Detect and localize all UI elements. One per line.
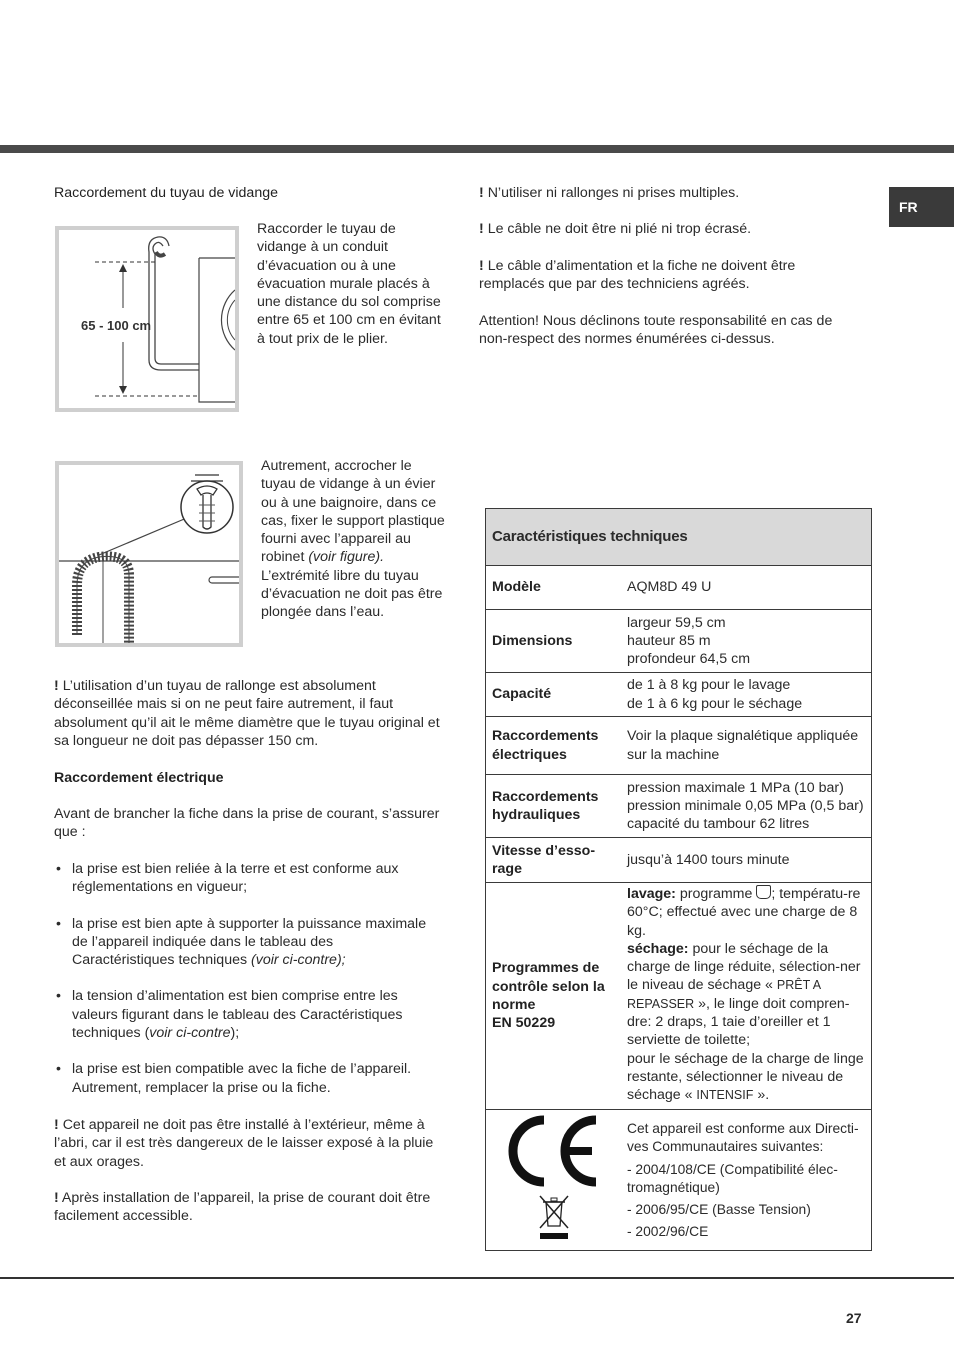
table-row (486, 673, 871, 717)
dimensions-label: Dimensions (492, 632, 573, 649)
hydraulic-label: Raccordements hydrauliques (492, 788, 599, 823)
ce-cell (486, 1110, 621, 1250)
test-programs-value: lavage: programme ; températu-re 60°C; effectué avec une charge de 8 kg. séchage: pour le séchage de la charge de linge réduite, sélection-ner le niveau de séchage « PRÊT A REPASSER », le linge doit compren-dre: 2 draps, 1 taie d’oreiller et 1 serviette de toilette; pour le séchage de la charge de linge restante, sélectionner le niveau de séchage « INTENSIF ». (627, 886, 864, 1104)
electrical-value: Voir la plaque signalétique appliquée sur la machine (627, 728, 859, 763)
table-row (486, 566, 871, 610)
cotton-program-icon (756, 885, 771, 899)
model-value: AQM8D 49 U (627, 579, 712, 596)
specs-table (485, 508, 872, 1251)
ce-conformity: Cet appareil est conforme aux Directi-ves Communautaires suivantes: - 2004/108/CE (Compatibilité élec-tromagnétique) - 2006/95/CE (Basse Tension) - 2002/96/CE (627, 1121, 859, 1240)
electric-heading: Raccordement électrique (54, 770, 224, 786)
height-range-label: 65 - 100 cm (81, 318, 152, 333)
drain-wall-text: Raccorder le tuyau de vidange à un conduit d’évacuation ou à une évacuation murale placés à une distance du sol comprise entre 65 et 100 cm en évitant à tout prix de le plier. (257, 221, 441, 347)
capacity-label: Capacité (492, 686, 552, 703)
spin-speed-value: jusqu’à 1400 tours minute (627, 851, 790, 868)
table-row (486, 838, 871, 883)
table-row (486, 610, 871, 673)
attention-note: Attention! Nous déclinons toute responsabilité en cas de non-respect des normes énumérées ci-dessus. (479, 313, 833, 348)
access-warning: ! Après installation de l’appareil, la prise de courant doit être facilement accessible. (54, 1190, 431, 1225)
warning-cable-replace: ! Le câble d’alimentation et la fiche ne doivent être remplacés que par des techniciens agréés. (479, 258, 796, 293)
drain-sink-figure (55, 461, 243, 647)
table-row (486, 775, 871, 838)
top-rule (0, 145, 954, 153)
capacity-value: de 1 à 8 kg pour le lavage de 1 à 6 kg pour le séchage (627, 677, 803, 712)
list-item: • la prise est bien apte à supporter la puissance maximale de l’appareil indiquée dans le tableau des Caractéristiques techniques (voir ci-contre); (54, 915, 432, 970)
warning-no-extension: ! N’utiliser ni rallonges ni prises multiples. (479, 185, 740, 201)
hydraulic-value: pression maximale 1 MPa (10 bar) pression minimale 0,05 MPa (0,5 bar) capacité du tambour 62 litres (627, 779, 864, 833)
drain-sink-illustration (59, 465, 239, 643)
spin-speed-label: Vitesse d’esso-rage (492, 842, 596, 877)
table-row (486, 1110, 871, 1250)
ce-mark-icon (504, 1114, 604, 1188)
page-number: 27 (846, 1310, 862, 1326)
list-item: • la prise est bien compatible avec la fiche de l’appareil. Autrement, remplacer la prise ou la fiche. (54, 1060, 432, 1097)
dimensions-value: largeur 59,5 cm hauteur 85 m profondeur 64,5 cm (627, 614, 751, 668)
electric-checklist (54, 860, 432, 1115)
drain-sink-text: Autrement, accrocher le tuyau de vidange à un évier ou à une baignoire, dans ce cas, fixer le support plastique fourni avec l’appareil au robinet (voir figure). L’extrémité libre du tuyau d’évacuation ne doit pas être plongée dans l’eau. (261, 458, 445, 621)
bottom-rule (0, 1277, 954, 1279)
table-row (486, 883, 871, 1110)
model-label: Modèle (492, 579, 541, 596)
list-item: • la tension d’alimentation est bien comprise entre les valeurs figurant dans le tableau des Caractéristiques techniques (voir ci-contre); (54, 987, 432, 1042)
warning-cable-bend: ! Le câble ne doit être ni plié ni trop écrasé. (479, 221, 752, 237)
drain-wall-illustration (59, 230, 235, 408)
electric-intro: Avant de brancher la fiche dans la prise de courant, s’assurer que : (54, 806, 440, 841)
language-tab: FR (889, 187, 954, 227)
outdoor-warning: ! Cet appareil ne doit pas être installé à l’extérieur, même à l’abri, car il est très dangereux de le laisser exposé à la pluie et aux orages. (54, 1117, 434, 1170)
electrical-label: Raccordements électriques (492, 728, 599, 763)
weee-bin-icon (537, 1192, 571, 1240)
table-row (486, 717, 871, 775)
specs-title: Caractéristiques techniques (486, 509, 871, 566)
drain-wall-figure (55, 226, 239, 412)
list-item: • la prise est bien reliée à la terre et est conforme aux réglementations en vigueur; (54, 860, 432, 897)
drain-heading: Raccordement du tuyau de vidange (54, 185, 278, 201)
extension-warning: ! L’utilisation d’un tuyau de rallonge est absolument déconseillée mais si on ne peut faire autrement, il faut absolument qu’il ait le même diamètre que le tuyau original et sa longueur ne doit pas dépasser 150 cm. (54, 678, 440, 749)
test-programs-label: Programmes de contrôle selon la norme EN 50229 (492, 960, 605, 1032)
